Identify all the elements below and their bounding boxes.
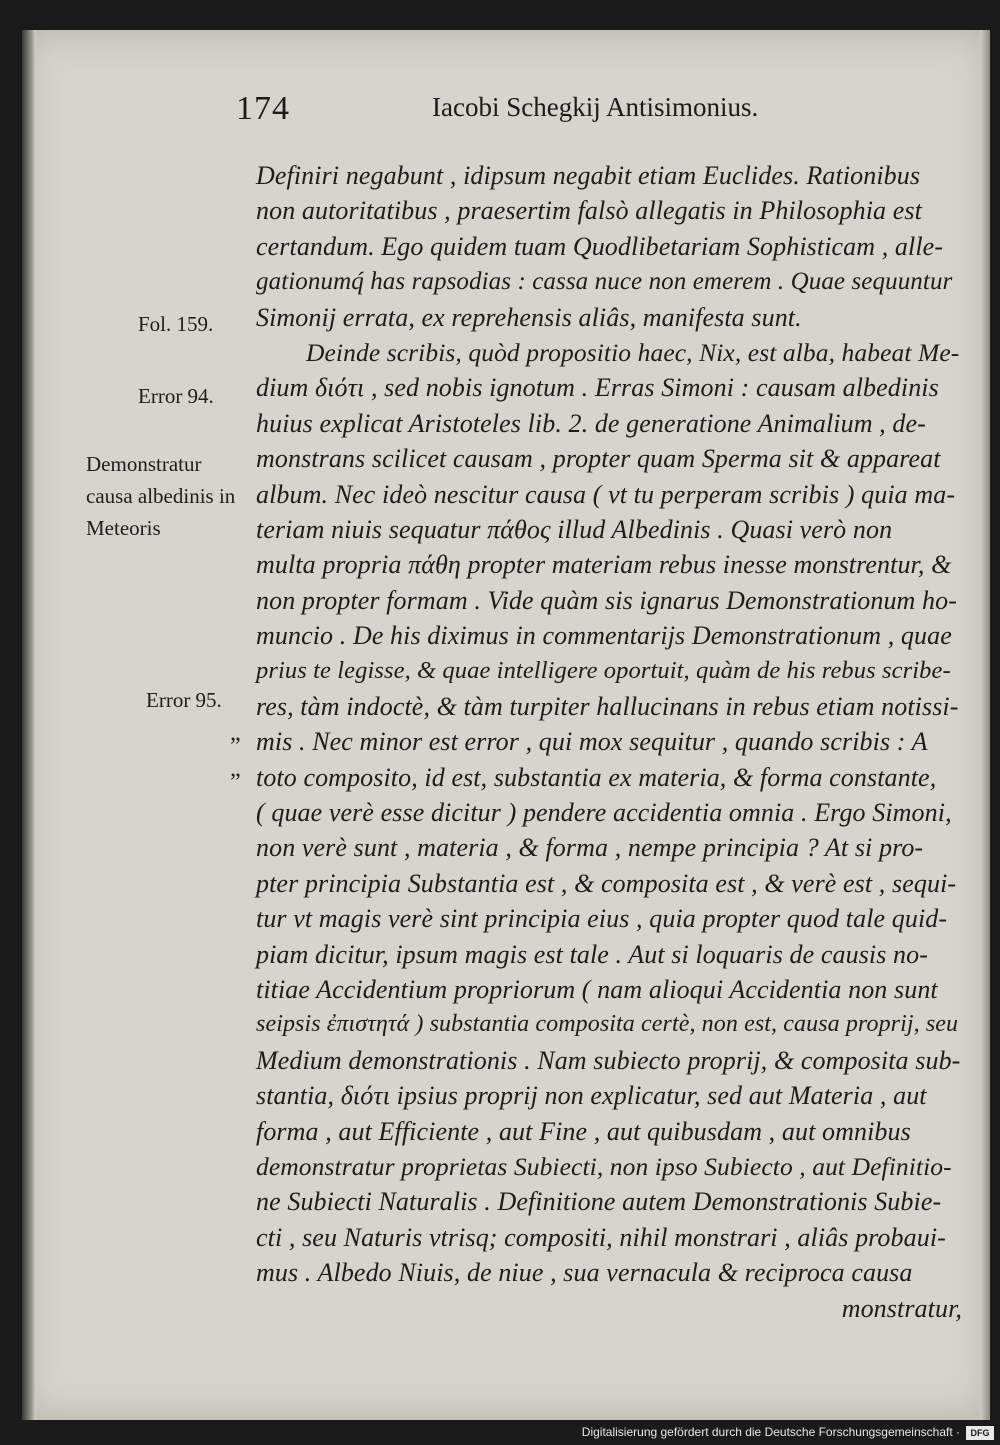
text-line: titiae Accidentium propriorum ( nam alioqui Accidentia non sunt (256, 974, 938, 1004)
text-line: Definiri negabunt , idipsum negabit etiam Euclides. Rationibus (256, 161, 921, 190)
page-edge (980, 30, 990, 1420)
quote-mark: „ (230, 720, 241, 746)
text-line: pter principia Substantia est , & composita est , & verè est , sequi- (256, 868, 957, 898)
text-line: Simonij errata, ex reprehensis aliâs, manifesta sunt. (256, 302, 802, 332)
text-line: huius explicat Aristoteles lib. 2. de generatione Animalium , de- (256, 408, 926, 438)
text-line: mis . Nec minor est error , qui mox sequitur , quando scribis : A (256, 727, 928, 757)
text-line: res, tàm indoctè, & tàm turpiter hallucinans in rebus etiam notissi- (256, 691, 959, 721)
text-line: mus . Albedo Niuis, de niue , sua vernacula & reciproca causa (256, 1258, 913, 1288)
dfg-logo: DFG (966, 1426, 994, 1440)
text-line: seipsis ἐπιστητά ) substantia composita certè, non est, causa proprij, seu (256, 1011, 959, 1038)
text-line: cti , seu Naturis vtrisq; compositi, nihil monstrari , aliâs probaui- (256, 1222, 946, 1252)
text-line: demonstratur proprietas Subiecti, non ipso Subiecto , aut Definitio- (256, 1151, 952, 1181)
text-line: multa propria πάθη propter materiam rebus inesse monstrentur, & (256, 550, 952, 580)
text-line: muncio . De his diximus in commentarijs Demonstrationum , quae (256, 621, 952, 651)
footer-credit: Digitalisierung gefördert durch die Deutsche Forschungsgemeinschaft · (581, 1425, 960, 1439)
book-page (22, 30, 990, 1420)
text-line: Medium demonstrationis . Nam subiecto proprij, & composita sub- (256, 1045, 961, 1075)
running-title: Iacobi Schegkij Antisimonius. (432, 92, 759, 122)
text-line: non propter formam . Vide quàm sis ignarus Demonstrationum ho- (256, 585, 957, 615)
margin-note-folio: Fol. 159. (138, 312, 214, 336)
margin-note-demonstratur: Demonstratur (86, 452, 202, 476)
text-line: teriam niuis sequatur πάθος illud Albedinis . Quasi verò non (256, 514, 893, 544)
page-spine-shadow (22, 30, 36, 1420)
page-number: 174 (236, 90, 290, 127)
text-line: gationumq́ has rapsodias : cassa nuce non emerem . Quae sequuntur (256, 268, 953, 296)
text-line: non verè sunt , materia , & forma , nempe principia ? At si pro- (256, 833, 924, 863)
text-line: prius te legisse, & quae intelligere oportuit, quàm de his rebus scribe- (256, 657, 951, 685)
text-line: piam dicitur, ipsum magis est tale . Aut si loquaris de causis no- (256, 939, 929, 969)
text-line: monstrans scilicet causam , propter quam Sperma sit & appareat (256, 444, 941, 474)
text-line: ( quae verè esse dicitur ) pendere accidentia omnia . Ergo Simoni, (256, 798, 952, 828)
margin-note-causa-albedinis: causa albedinis in (86, 484, 236, 508)
margin-note-error-94: Error 94. (138, 384, 214, 408)
text-line: stantia, διότι ipsius proprij non explicatur, sed aut Materia , aut (256, 1081, 927, 1111)
quote-mark: „ (230, 756, 241, 782)
page-header (22, 90, 990, 130)
text-line: ne Subiecti Naturalis . Definitione autem Demonstrationis Subie- (256, 1187, 942, 1217)
digitization-footer (0, 1423, 1000, 1445)
text-line: tur vt magis verè sint principia eius , quia propter quod tale quid- (256, 904, 948, 934)
text-line: forma , aut Efficiente , aut Fine , aut quibusdam , aut omnibus (256, 1116, 911, 1146)
text-line: non autoritatibus , praesertim falsò allegatis in Philosophia est (256, 196, 922, 226)
margin-note-meteoris: Meteoris (86, 516, 161, 540)
text-line: toto composito, id est, substantia ex materia, & forma constante, (256, 762, 937, 792)
text-line: album. Nec ideò nescitur causa ( vt tu perperam scribis ) quia ma- (256, 479, 956, 509)
text-line: monstratur, (841, 1293, 962, 1323)
margin-note-error-95: Error 95. (146, 688, 222, 712)
text-line: dium διότι , sed nobis ignotum . Erras Simoni : causam albedinis (256, 373, 939, 403)
text-line: certandum. Ego quidem tuam Quodlibetariam Sophisticam , alle- (256, 231, 944, 261)
body-text (256, 158, 962, 1326)
text-line: Deinde scribis, quòd propositio haec, Nix, est alba, habeat Me- (306, 337, 960, 367)
